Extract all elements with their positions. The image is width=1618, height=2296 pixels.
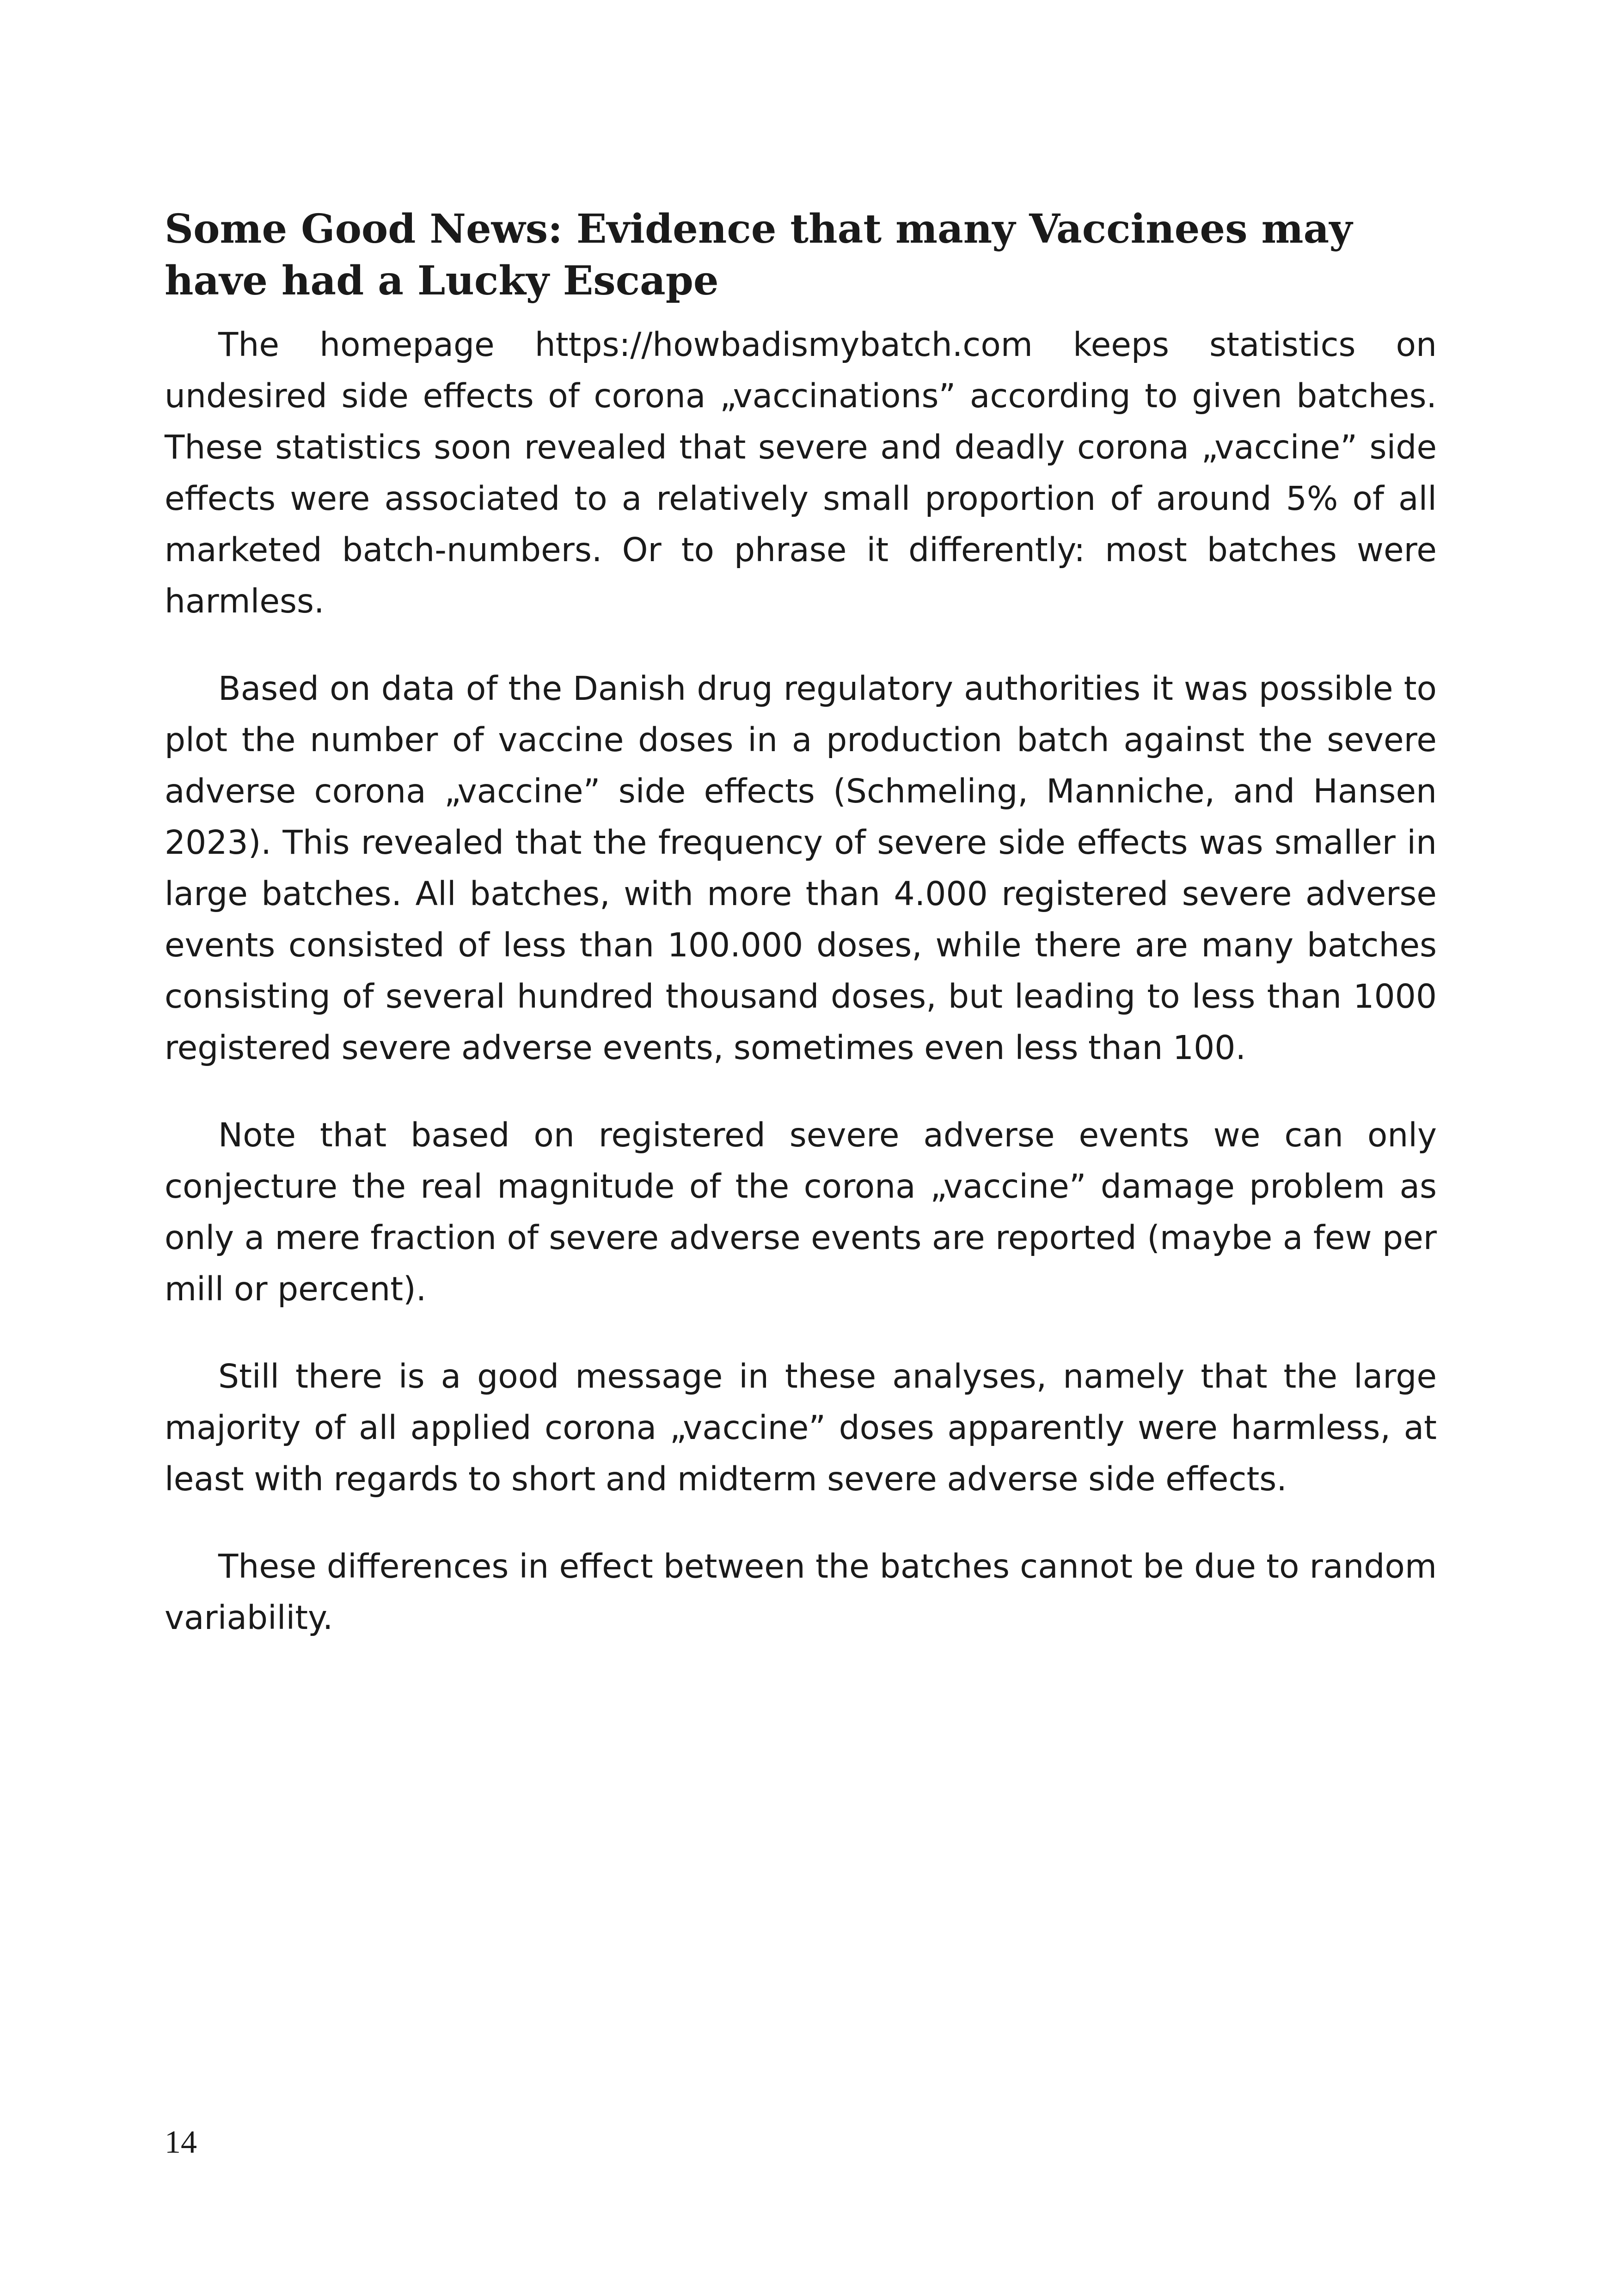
page-number: 14: [165, 2125, 197, 2160]
paragraph-4: Still there is a good message in these analyses, namely that the large majority of all applied corona „vaccine” doses apparently were harmless, at least with regards to short and midterm severe adverse side effects.: [165, 1357, 1437, 1498]
paragraph-3: Note that based on registered severe adverse events we can only conjecture the real magnitude of the corona „vaccine” damage problem as only a mere fraction of severe adverse events are reported (maybe a few per mill or percent).: [165, 1116, 1437, 1308]
section-heading: Some Good News: Evidence that many Vaccinees may have had a Lucky Escape: [165, 206, 1353, 304]
paragraph-2: Based on data of the Danish drug regulatory authorities it was possible to plot the number of vaccine doses in a production batch against the severe adverse corona „vaccine” side effects (Schmeling, Manniche, and Hansen 2023). This revealed that the frequency of severe side effects was smaller in large batches. All batches, with more than 4.000 registered severe adverse events consisted of less than 100.000 doses, while there are many batches consisting of several hundred thousand doses, but leading to less than 1000 registered severe adverse events, sometimes even less than 100.: [165, 669, 1437, 1067]
paragraph-1: The homepage https://howbadismybatch.com keeps statistics on undesired side effects of corona „vaccinations” according to given batches. These statistics soon revealed that severe and deadly corona „vaccine” side effects were associated to a relatively small proportion of around 5% of all marketed batch-numbers. Or to phrase it differently: most batches were harmless.: [165, 325, 1437, 620]
paragraph-5: These differences in effect between the batches cannot be due to random variability.: [165, 1547, 1437, 1637]
page-content: [165, 203, 1437, 1679]
